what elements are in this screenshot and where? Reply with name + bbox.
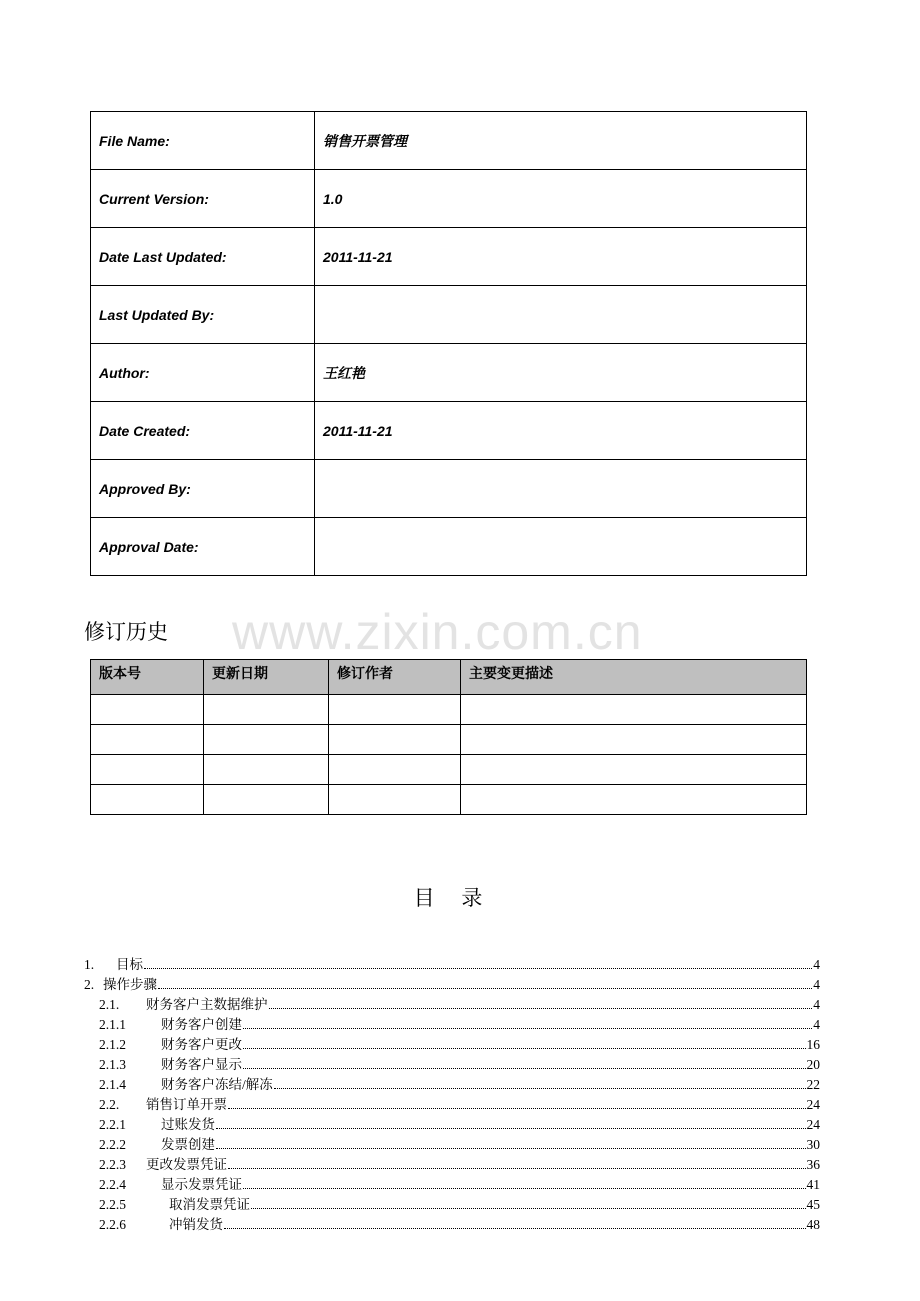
toc-label: 财务客户更改 (161, 1037, 242, 1052)
toc-entry[interactable] (84, 973, 820, 993)
info-row (91, 112, 807, 170)
toc-number: 2.1.1 (99, 1017, 126, 1032)
revision-history-table (90, 659, 807, 815)
toc-label: 取消发票凭证 (169, 1197, 250, 1212)
toc-number: 2.1. (99, 997, 120, 1012)
revision-header-cell: 修订作者 (329, 660, 461, 695)
info-value (315, 286, 807, 344)
toc-number: 2. (84, 977, 95, 992)
toc-entry[interactable] (84, 993, 820, 1013)
toc-page: 48 (806, 1217, 820, 1232)
toc-page: 22 (806, 1077, 820, 1092)
toc-page: 45 (806, 1197, 820, 1212)
revision-row (91, 785, 807, 815)
toc-label: 目标 (116, 957, 143, 972)
info-label: Author: (91, 344, 315, 402)
info-label: Approved By: (91, 460, 315, 518)
revision-row (91, 755, 807, 785)
toc-label: 过账发货 (161, 1117, 215, 1132)
info-row (91, 286, 807, 344)
toc-number: 1. (84, 957, 95, 972)
toc-label: 销售订单开票 (146, 1097, 227, 1112)
table-of-contents (84, 953, 820, 1233)
info-value: 2011-11-21 (315, 402, 807, 460)
info-value: 销售开票管理 (315, 112, 807, 170)
info-value: 2011-11-21 (315, 228, 807, 286)
info-label: Current Version: (91, 170, 315, 228)
toc-page: 4 (813, 997, 820, 1012)
toc-entry[interactable] (84, 1113, 820, 1133)
toc-page: 36 (806, 1157, 820, 1172)
toc-title: 目 录 (413, 886, 493, 910)
info-row (91, 228, 807, 286)
toc-entry[interactable] (84, 1213, 820, 1233)
toc-page: 30 (806, 1137, 820, 1152)
toc-entry[interactable] (84, 1073, 820, 1093)
info-label: Last Updated By: (91, 286, 315, 344)
toc-label: 显示发票凭证 (161, 1177, 242, 1192)
toc-number: 2.1.4 (99, 1077, 126, 1092)
info-row (91, 402, 807, 460)
info-label: File Name: (91, 112, 315, 170)
info-value: 1.0 (315, 170, 807, 228)
toc-entry[interactable] (84, 1093, 820, 1113)
toc-number: 2.2.4 (99, 1177, 126, 1192)
toc-number: 2.2.6 (99, 1217, 126, 1232)
toc-label: 操作步骤 (103, 977, 157, 992)
toc-entry[interactable] (84, 1033, 820, 1053)
watermark: www.zixin.com.cn (232, 604, 643, 660)
toc-entry[interactable] (84, 1153, 820, 1173)
toc-page: 4 (813, 957, 820, 972)
info-value (315, 460, 807, 518)
toc-page: 41 (806, 1177, 820, 1192)
revision-history-title: 修订历史 (84, 620, 168, 644)
toc-number: 2.1.2 (99, 1037, 126, 1052)
toc-label: 财务客户冻结/解冻 (161, 1077, 273, 1092)
toc-label: 发票创建 (161, 1137, 215, 1152)
info-row (91, 518, 807, 576)
toc-entry[interactable] (84, 1193, 820, 1213)
toc-page: 4 (813, 1017, 820, 1032)
toc-page: 20 (806, 1057, 820, 1072)
info-row (91, 460, 807, 518)
info-row (91, 170, 807, 228)
toc-entry[interactable] (84, 1053, 820, 1073)
toc-page: 4 (813, 977, 820, 992)
info-label: Date Created: (91, 402, 315, 460)
info-value (315, 518, 807, 576)
toc-page: 16 (806, 1037, 820, 1052)
revision-header-cell: 版本号 (91, 660, 204, 695)
toc-label: 冲销发货 (169, 1217, 223, 1232)
info-label: Date Last Updated: (91, 228, 315, 286)
revision-header-cell: 更新日期 (204, 660, 329, 695)
revision-row (91, 725, 807, 755)
document-info-table (90, 111, 807, 576)
toc-number: 2.2.1 (99, 1117, 126, 1132)
toc-number: 2.2.3 (99, 1157, 126, 1172)
toc-number: 2.2.5 (99, 1197, 126, 1212)
toc-page: 24 (806, 1117, 820, 1132)
toc-label: 财务客户主数据维护 (146, 997, 268, 1012)
toc-number: 2.2.2 (99, 1137, 126, 1152)
revision-row (91, 695, 807, 725)
toc-entry[interactable] (84, 953, 820, 973)
toc-number: 2.1.3 (99, 1057, 126, 1072)
revision-header-row (91, 660, 807, 695)
toc-label: 财务客户显示 (161, 1057, 242, 1072)
toc-number: 2.2. (99, 1097, 120, 1112)
toc-page: 24 (806, 1097, 820, 1112)
toc-label: 财务客户创建 (161, 1017, 242, 1032)
info-label: Approval Date: (91, 518, 315, 576)
toc-entry[interactable] (84, 1173, 820, 1193)
revision-header-cell: 主要变更描述 (461, 660, 807, 695)
toc-entry[interactable] (84, 1013, 820, 1033)
toc-entry[interactable] (84, 1133, 820, 1153)
info-value: 王红艳 (315, 344, 807, 402)
toc-label: 更改发票凭证 (146, 1157, 227, 1172)
info-row (91, 344, 807, 402)
